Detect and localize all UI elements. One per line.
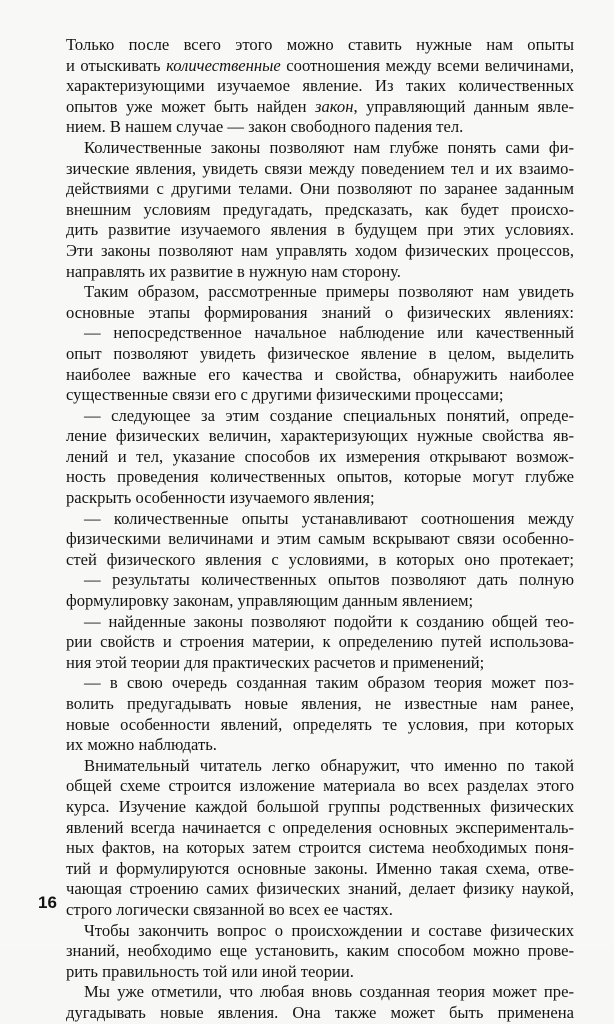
line-text: волить предугадывать новые явления, не известные нам ранее,: [66, 694, 574, 713]
line-text: Внимательный читатель легко обнаружит, что именно по такой: [84, 755, 574, 775]
line-text: ных фактов, на которых затем строится система необходимых поня-: [66, 838, 574, 858]
line-text: Чтобы закончить вопрос о происхождении и составе физических: [84, 920, 574, 940]
line-text: дить развитие изучаемого явления в будущем при этих условиях.: [66, 220, 574, 240]
line-text: стей физического явления с условиями, в которых оно протекает;: [66, 549, 574, 569]
text-line: [66, 56, 574, 77]
text-line: [66, 200, 574, 221]
text-line: [66, 694, 574, 715]
text-line: [66, 715, 574, 736]
text-line: [66, 756, 574, 777]
line-text: Эти законы позволяют нам управлять ходом физических процессов,: [66, 240, 574, 260]
text-line: [66, 632, 574, 653]
text-line: [66, 447, 574, 468]
text-line: [66, 385, 574, 406]
line-text: рить правильность той или иной теории.: [66, 961, 354, 981]
line-text: , управляющий данным явле-: [353, 96, 574, 116]
italic-term: количественные: [166, 55, 281, 75]
line-text: действиями с другими телами. Они позволяют по заранее заданным: [66, 179, 574, 199]
text-line: [66, 282, 574, 303]
line-text: направлять их развитие в нужную нам сторону.: [66, 261, 401, 281]
line-text: рии свойств и строения материи, к определению путей использова-: [66, 632, 574, 652]
line-text: новые особенности явлений, определять те условия, при которых: [66, 714, 574, 734]
text-line: [66, 220, 574, 241]
text-line: [66, 303, 574, 324]
text-line: [66, 323, 574, 344]
text-line: [66, 509, 574, 530]
text-line: [66, 97, 574, 118]
line-text: ление физических величин, характеризующих нужные свойства яв-: [66, 426, 574, 446]
line-text: курса. Изучение каждой большой группы родственных физических: [66, 796, 574, 816]
text-line: [66, 365, 574, 386]
text-line: [66, 838, 574, 859]
text-line: [66, 262, 574, 283]
line-text: — найденные законы позволяют подойти к созданию общей тео-: [84, 611, 574, 631]
line-text: — количественные опыты устанавливают соотношения между: [84, 508, 574, 528]
line-text: ность проведения количественных опытов, которые могут глубже: [66, 467, 574, 487]
line-text: и отыскивать: [66, 55, 167, 75]
text-line: [66, 467, 574, 488]
line-text: лений и тел, указание способов их измерения открывают возмож-: [66, 446, 574, 466]
line-text: Только после всего этого можно ставить нужные нам опыты: [66, 35, 574, 54]
text-line: [66, 735, 574, 756]
text-line: [66, 859, 574, 880]
text-line: [66, 962, 574, 983]
text-line: [66, 673, 574, 694]
text-line: [66, 612, 574, 633]
text-line: [66, 900, 574, 921]
text-line: [66, 797, 574, 818]
text-line: [66, 159, 574, 180]
line-text: основные этапы формирования знаний о физических явлениях:: [66, 302, 574, 322]
text-line: [66, 982, 574, 1003]
text-line: [66, 818, 574, 839]
text-line: [66, 550, 574, 571]
line-text: Мы уже отметили, что любая вновь созданная теория может пре-: [84, 982, 574, 1002]
line-text: — непосредственное начальное наблюдение или качественный: [84, 323, 574, 343]
line-text: дугадывать новые явления. Она также может быть применена: [66, 1002, 574, 1022]
line-text: формулировку законам, управляющим данным явлением;: [66, 591, 474, 611]
line-text: нием. В нашем случае — закон свободного падения тел.: [66, 117, 464, 137]
text-line: [66, 35, 574, 56]
text-line: [66, 241, 574, 262]
text-line: [66, 570, 574, 591]
line-text: характеризующими изучаемое явление. Из таких количественных: [66, 76, 574, 96]
line-text: физическими величинами и этим самым вскрывают связи особенно-: [66, 529, 574, 549]
line-text: — результаты количественных опытов позволяют дать полную: [84, 570, 574, 590]
text-line: [66, 941, 574, 962]
text-line: [66, 879, 574, 900]
line-text: опытов уже может быть найден: [66, 96, 316, 116]
line-text: тий и формулируются основные законы. Именно такая схема, отве-: [66, 858, 574, 878]
line-text: зические явления, увидеть связи между поведением тел и их взаимо-: [66, 158, 574, 178]
line-text: знаний, необходимо еще установить, каким способом можно прове-: [66, 941, 574, 961]
text-line: [66, 529, 574, 550]
text-line: [66, 591, 574, 612]
line-text: ния этой теории для практических расчетов и применений;: [66, 652, 485, 672]
line-text: явлений всегда начинается с определения основных эксперименталь-: [66, 817, 574, 837]
line-text: раскрыть особенности изучаемого явления;: [66, 488, 375, 508]
text-line: [66, 488, 574, 509]
italic-term: закон: [315, 96, 354, 116]
text-line: [66, 344, 574, 365]
text-line: [66, 1003, 574, 1024]
text-line: [66, 921, 574, 942]
text-line: [66, 76, 574, 97]
line-text: чающая строению самих физических знаний, делает физику наукой,: [66, 879, 574, 899]
line-text: соотношения между всеми величинами,: [280, 55, 575, 75]
text-line: [66, 117, 574, 138]
text-line: [66, 406, 574, 427]
line-text: наиболее важные его качества и свойства, обнаружить наиболее: [66, 364, 574, 384]
line-text: общей схеме строится изложение материала во всех разделах этого: [66, 776, 574, 796]
text-line: [66, 138, 574, 159]
line-text: внешним условиям предугадать, предсказать, как будет происхо-: [66, 199, 574, 219]
line-text: строго логически связанной во всех ее частях.: [66, 899, 393, 919]
line-text: — следующее за этим создание специальных понятий, опреде-: [84, 405, 574, 425]
body-text: [66, 35, 574, 1024]
page-number: 16: [38, 893, 57, 912]
line-text: опыт позволяют увидеть физическое явление в целом, выделить: [66, 343, 574, 363]
line-text: существенные связи его с другими физическими процессами;: [66, 385, 504, 405]
line-text: их можно наблюдать.: [66, 735, 217, 755]
line-text: Таким образом, рассмотренные примеры позволяют нам увидеть: [84, 282, 574, 302]
text-line: [66, 776, 574, 797]
text-line: [66, 426, 574, 447]
text-line: [66, 653, 574, 674]
line-text: — в свою очередь созданная таким образом теория может поз-: [84, 673, 574, 693]
line-text: Количественные законы позволяют нам глубже понять сами фи-: [84, 137, 574, 157]
text-line: [66, 179, 574, 200]
